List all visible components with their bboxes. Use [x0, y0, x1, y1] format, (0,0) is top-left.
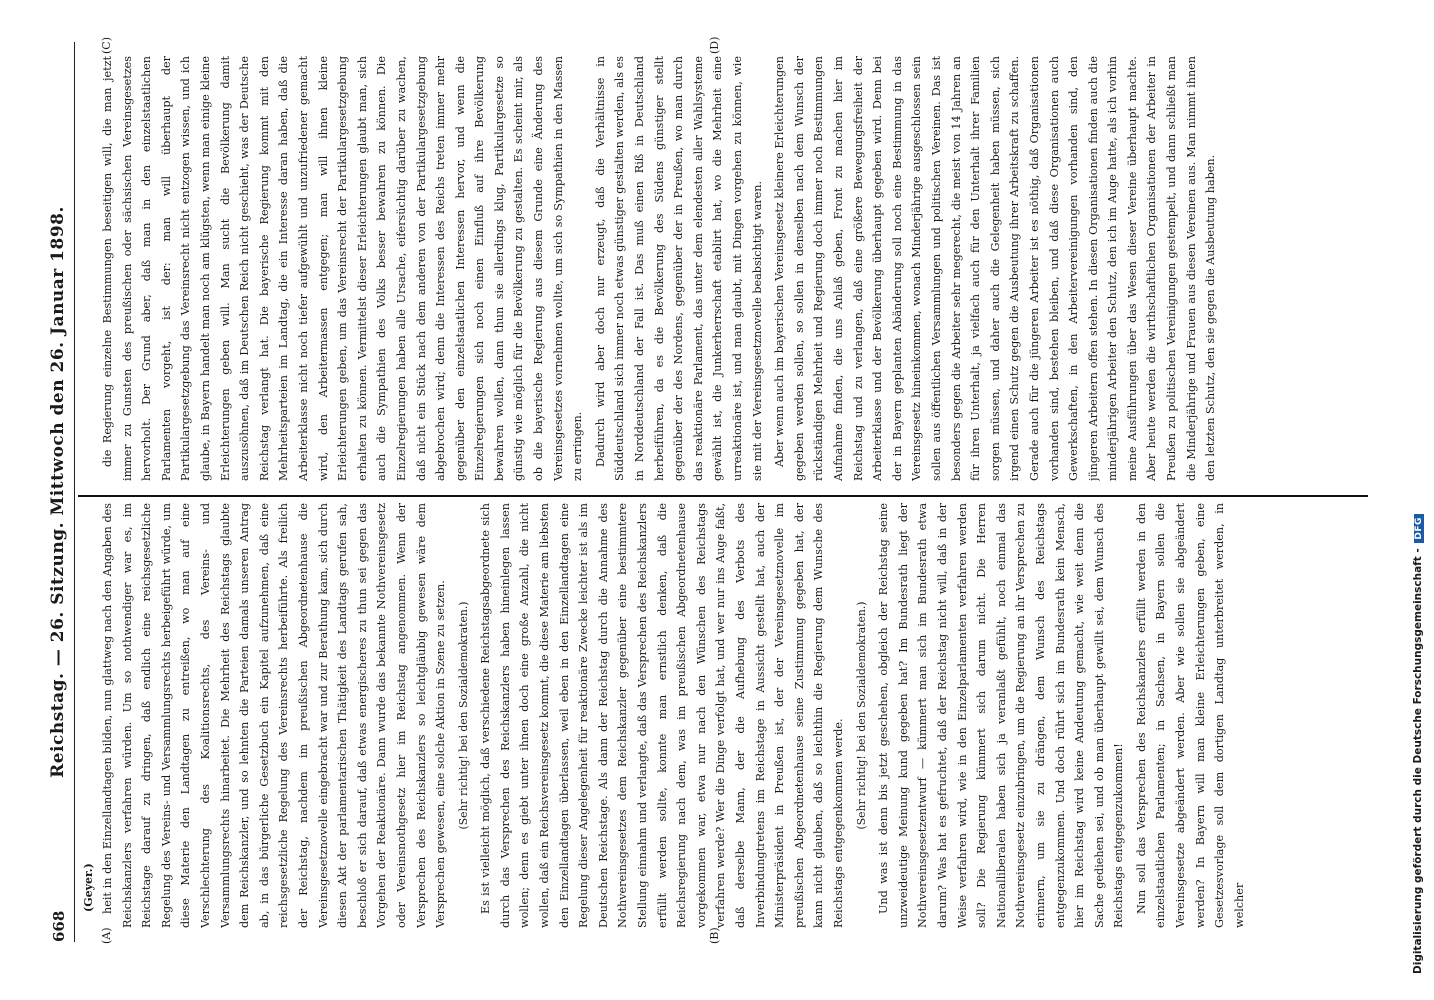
header-rule: [74, 42, 75, 942]
margin-marker-d: (D): [708, 36, 721, 54]
paragraph: Nun soll das Versprechen des Reichskanzlers erfüllt werden in den einzelstaatlichen Parlamenten; in Sachsen, in Bayern sollen die Vereinsgesetze abgeändert werden. Aber wie sollen sie abgeändert werden? In Bayern will man kleine Erleichterungen geben, eine Gesetzesvorlage soll dem dortigen Landtag unterbreitet werden, in welcher: [1134, 503, 1246, 928]
paragraph: die Regierung einzelne Bestimmungen beseitigen will, die man jetzt immer zu Gunsten des preußischen oder sächsischen Vereinsgesetzes hervorholt. Der Grund aber, daß man in den einzelstaatlichen Parlamenten vorgeht, ist der: man will überhaupt der Partikulargesetzgebung das Vereinsrecht nicht entzogen wissen, und ich glaube, in Bayern handelt man noch am klügsten, wenn man einige kleine Erleichterungen geben will. Man sucht die Bevölkerung damit auszusöhnen, daß im Deutschen Reich nicht geschieht, was der Deutsche Reichstag verlangt hat. Die bayerische Regierung kommt mit den Mehrheitsparteien im Landtag, die ein Interesse daran haben, daß die Arbeiterklasse nicht noch tiefer aufgewühlt und unzufriedener gemacht wird, den Arbeitermassen entgegen; man will ihnen kleine Erleichterungen geben, um das Vereinsrecht der Partikulargesetzgebung erhalten zu können. Vermittelst dieser Erleichterungen glaubt man, sich auch die Sympathien des Volks besser bewahren zu können. Die Einzelregierungen haben alle Ursache, eifersüchtig darüber zu wachen, daß nicht ein Stück nach dem anderen von der Partikulargesetzgebung abgebrochen wird; denn die Interessen des Reichs treten immer mehr gegenüber den einzelstaatlichen Interessen hervor, und wenn die Einzelregierungen sich noch einen Einfluß auf ihre Bevölkerung bewahren wollen, dann thun sie allerdings klug, Partikulargesetze so günstig wie möglich für die Bevölkerung zu gestalten. Es scheint mir, als ob die bayerische Regierung aus diesem Grunde eine Änderung des Vereinsgesetzes vornehmen wollte, um sich so Sympathien in den Massen zu erringen.: [101, 56, 585, 481]
page-number: 668: [50, 910, 68, 942]
paragraph: heit in den Einzellandtagen bilden, nun glattweg nach den Angaben des Reichskanzlers verfahren würden. Um so nothwendiger war es, im Reichstage darauf zu dringen, daß endlich eine reichsgesetzliche Regelung des Vereins- und Versammlungsrechts herbeigeführt würde, um diese Materie den Landtagen zu entreißen, wo man auf eine Verschlechterung des Koalitionsrechts, des Vereins- und Versammlungsrechts hinarbeitet. Die Mehrheit des Reichstags glaubte dem Reichskanzler, und so lehnten die Parteien damals unseren Antrag ab, in das bürgerliche Gesetzbuch ein Kapitel aufzunehmen, daß eine reichsgesetzliche Regelung des Vereinsrechts herbeiführte. Als freilich der Reichstag, nachdem im preußischen Abgeordnetenhause die Vereinsgesetznovelle eingebracht war und zur Berathung kam, sich durch diesen Akt der parlamentarischen Thätigkeit des Landtags gerufen sah, beschloß er sich darauf, daß etwas energischeres zu thun sei gegen das Vorgehen der Reaktionäre. Dann wurde das bekannte Nothvereinsgesetz oder Vereinsnothgesetz hier im Reichstag angenommen. Wenn der Versprechen des Reichskanzlers so leichtgläubig gewesen wäre dem Versprechen gewesen, eine solche Aktion in Szene zu setzen.: [101, 503, 448, 928]
rotated-page-content: [48, 36, 1378, 944]
right-column: [98, 56, 1358, 481]
dfg-logo-badge: DFG: [1414, 514, 1424, 543]
interjection: (Sehr richtig! bei den Sozialdemokraten.): [854, 601, 868, 830]
left-column: [98, 503, 1358, 928]
running-title: Reichstag. — 26. Sitzung. Mittwoch den 26. Januar 1898.: [48, 206, 68, 778]
margin-marker-b: (B): [708, 927, 721, 944]
margin-marker-a: (A): [100, 927, 113, 944]
paragraph: Dadurch wird aber doch nur erzeugt, daß die Verhältnisse in Süddeutschland sich immer noch etwas günstiger gestalten werden, als es in Norddeutschland der Fall ist. Das muß einen Riß in Deutschland herbeiführen, da es die Bevölkerung des Südens günstiger stellt gegenüber der des Nordens, gegenüber der in Preußen, wo man durch das reaktionäre Parlament, das unter dem elendesten aller Wahlsysteme gewählt ist, die Junkerherrschaft etablirt hat, wo die Mehrheit eine urreaktionäre ist, und man glaubt, mit Dingen vorgehen zu können, wie sie mit der Vereinsgesetznovelle beabsichtigt waren.: [593, 56, 764, 481]
paragraph: Und was ist denn bis jetzt geschehen, obgleich der Reichstag seine unzweideutige Meinung kund gegeben hat? Im Bundesrath liegt der Nothvereinsgesetzentwurf — kümmert man sich im Bundesrath etwa darum? Was hat es gefruchtet, daß der Reichstag nicht will, daß in der Weise verfahren wird, wie in den Einzelparlamenten verfahren werden soll? Die Regierung kümmert sich darum nicht. Die Herren Nationalliberalen haben sich ja veranlaßt gefühlt, noch einmal das Nothvereinsgesetz einzubringen, um die Regierung an ihr Versprechen zu erinnern, um sie zu drängen, dem Wunsch des Reichstags entgegenzukommen. Und doch rührt sich im Bundesrath kein Mensch, hier im Reichstag wird keine Andeutung gemacht, wie weit denn die Sache gediehen sei, und ob man überhaupt gewillt sei, dem Wunsch des Reichstags entgegenzukommen!: [877, 503, 1126, 928]
credit-text-wrapper: [1412, 14, 1428, 974]
interjection: (Sehr richtig! bei den Sozialdemokraten.): [456, 601, 470, 830]
paragraph: Aber wenn auch im bayerischen Vereinsgesetz kleinere Erleichterungen gegeben werden sollen, so sollen in denselben nach dem Wunsch der rückständigen Mehrheit und Regierung doch immer noch Bestimmungen Aufnahme finden, die uns Anlaß geben, Front zu machen hier im Reichstag und zu verlangen, daß eine größere Bewegungsfreiheit der Arbeiterklasse und der Bevölkerung überhaupt gegeben wird. Denn bei der in Bayern geplanten Abänderung soll noch eine Bestimmung in das Vereinsgesetz hineinkommen, wonach Minderjährige ausgeschlossen sein sollen aus öffentlichen Versammlungen und politischen Vereinen. Das ist besonders gegen die Arbeiter sehr megerecht, die meist von 14 Jahren an für ihren Unterhalt, ja vielfach auch für den Unterhalt ihrer Familien sorgen müssen, und daher auch die Gelegenheit haben müssen, sich irgend einen Schutz gegen die Ausbeutung ihrer Arbeitskraft zu schaffen. Gerade auch für die jüngeren Arbeiter ist es nöthig, daß Organisationen vorhanden sind, bestehen bleiben, und daß diese Organisationen auch Gewerkschaften, in den Arbeitervereinigungen vorhanden sind, den jüngeren Arbeitern offen stehen. In diesen Organisationen finden auch die minderjährigen Arbeiter den Schutz, den ich im Auge hatte, als ich vorhin meine Ausführungen über das Wesen dieser Vereine überhaupt machte. Aber heute werden die wirthschaftlichen Organisationen der Arbeiter in Preußen zu politischen Vereinigungen gestempelt, und dann schließt man die Minderjährige und Frauen aus diesen Vereinen aus. Man nimmt ihnen den letzten Schutz, den sie gegen die Ausbeutung haben.: [773, 56, 1218, 481]
credit-text: Digitalisierung gefördert durch die Deutsche Forschungsgemeinschaft -: [1412, 548, 1424, 974]
speaker-name: (Geyer.): [82, 863, 95, 912]
digitization-credit: [1412, 14, 1428, 974]
paragraph: Es ist vielleicht möglich, daß verschiedene Reichstagsabgeordnete sich durch das Versprechen des Reichskanzlers haben hineinlegen lassen wollen; denn es giebt unter ihnen doch eine große Anzahl, die nicht wollen, daß ein Reichsvereinsgesetz kommt, die diese Materie am liebsten den Einzellandtagen überlassen, weil eben in den Einzellandtagen eine Regelung dieser Angelegenheit für reaktionäre Zwecke leichter ist als im Deutschen Reichstage. Als dann der Reichstag durch die Annahme des Nothvereinsgesetzes dem Reichskanzler gegenüber eine bestimmtere Stellung einnahm und verlangte, daß das Versprechen des Reichskanzlers erfüllt werden sollte, konnte man ernstlich denken, daß die Reichsregierung nach dem, was im preußischen Abgeordnetenhause vorgekommen war, etwa nur nach den Wünschen des Reichstags verfahren werde? Wer die Dinge verfolgt hat, und wer nur ins Auge faßt, daß derselbe Mann, der die Aufhebung des Verbots des Inverbindungtretens im Reichstage in Aussicht gestellt hat, auch der Ministerpräsident in Preußen ist, der der Vereinsgesetznovelle im preußischen Abgeordnetenhause seine Zustimmung gegeben hat, der kann nicht glauben, daß so leichthin die Regierung dem Wunsche des Reichstags entgegenkommen werde.: [479, 503, 845, 928]
column-divider: [78, 495, 1368, 497]
page-header: [48, 42, 76, 942]
margin-marker-c: (C): [100, 37, 113, 54]
